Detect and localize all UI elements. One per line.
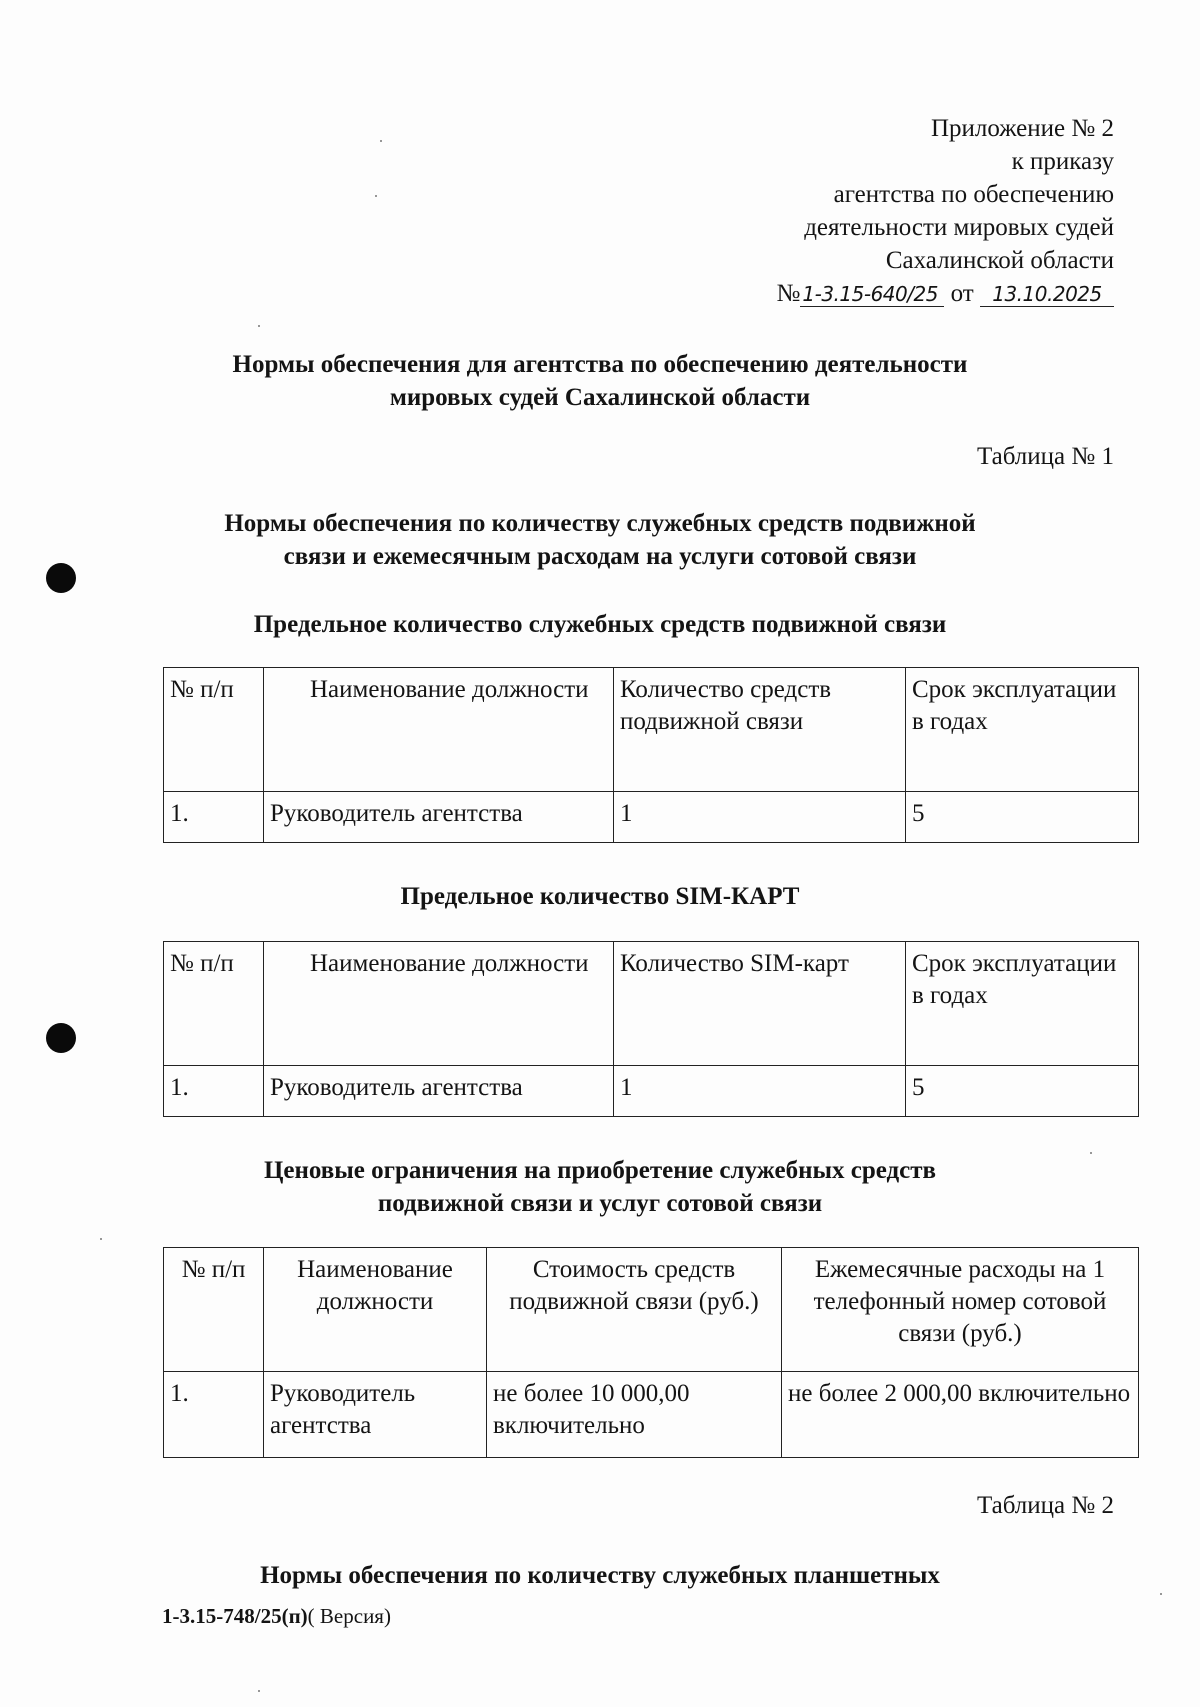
main-title	[0, 348, 1200, 414]
header-cell: Наименование должности	[264, 1248, 487, 1372]
scan-speck	[375, 195, 377, 197]
footer-version: ( Версия)	[307, 1604, 391, 1628]
table-row	[164, 1066, 1139, 1117]
scan-speck	[258, 1690, 260, 1692]
handwritten-order-number: 1-3.15-640/25	[800, 282, 944, 307]
date-prefix: от	[950, 280, 974, 307]
section-2-title: Нормы обеспечения по количеству служебных планшетных	[260, 1562, 940, 1589]
main-title-line: Нормы обеспечения для агентства по обеспечению деятельности	[232, 351, 968, 378]
handwritten-order-date: 13.10.2025	[980, 282, 1114, 307]
table-cell: 1	[614, 1066, 906, 1117]
appendix-line: Сахалинской области	[885, 247, 1114, 274]
appendix-line: деятельности мировых судей	[804, 214, 1114, 241]
section-1-title	[0, 507, 1200, 573]
table-row	[164, 1372, 1139, 1458]
header-cell: Ежемесячные расходы на 1 телефонный номер сотовой связи (руб.)	[782, 1248, 1139, 1372]
price-limits-table	[163, 1247, 1139, 1458]
table-cell: 1	[614, 792, 906, 843]
header-cell: Наименование должности	[264, 668, 614, 792]
table-cell: 5	[906, 792, 1139, 843]
section-title-line: подвижной связи и услуг сотовой связи	[377, 1190, 823, 1217]
header-cell: Срок эксплуатации в годах	[906, 668, 1139, 792]
table-cell: не более 10 000,00 включительно	[487, 1372, 782, 1458]
table-cell: 5	[906, 1066, 1139, 1117]
header-cell: № п/п	[164, 942, 264, 1066]
header-cell: Стоимость средств подвижной связи (руб.)	[487, 1248, 782, 1372]
section-title-line: связи и ежемесячным расходам на услуги сотовой связи	[283, 543, 917, 570]
order-number-line	[777, 277, 1114, 310]
header-cell: № п/п	[164, 1248, 264, 1372]
table-cell: Руководитель агентства	[264, 1066, 614, 1117]
table-2-label: Таблица № 2	[976, 1492, 1114, 1519]
table-cell: не более 2 000,00 включительно	[782, 1372, 1139, 1458]
header-cell: Наименование должности	[264, 942, 614, 1066]
scan-speck	[100, 1238, 102, 1240]
table-cell: 1.	[164, 792, 264, 843]
section-title-line: Нормы обеспечения по количеству служебных средств подвижной	[224, 510, 976, 537]
table-header-row	[164, 668, 1139, 792]
appendix-line: агентства по обеспечению	[833, 181, 1114, 208]
main-title-line: мировых судей Сахалинской области	[389, 384, 811, 411]
mobile-devices-table	[163, 667, 1139, 843]
binder-hole-bottom	[46, 1023, 76, 1053]
document-footer	[162, 1604, 391, 1629]
table-cell: Руководитель агентства	[264, 792, 614, 843]
header-cell: Количество средств подвижной связи	[614, 668, 906, 792]
table-1-label: Таблица № 1	[976, 443, 1114, 470]
header-cell: Срок эксплуатации в годах	[906, 942, 1139, 1066]
table-header-row	[164, 942, 1139, 1066]
appendix-line: к приказу	[1011, 148, 1114, 175]
header-cell: № п/п	[164, 668, 264, 792]
table-cell: Руководитель агентства	[264, 1372, 487, 1458]
footer-doc-code: 1-3.15-748/25(п)	[162, 1604, 308, 1628]
number-prefix: №	[776, 280, 801, 307]
subsection-1-title: Предельное количество служебных средств подвижной связи	[253, 611, 947, 638]
scan-speck	[258, 325, 260, 327]
table-header-row	[164, 1248, 1139, 1372]
subsection-2-title: Предельное количество SIM-КАРТ	[400, 883, 800, 910]
header-cell: Количество SIM-карт	[614, 942, 906, 1066]
scan-speck	[1160, 1593, 1162, 1595]
subsection-3-title	[0, 1154, 1200, 1220]
scan-speck	[380, 140, 382, 142]
table-cell: 1.	[164, 1066, 264, 1117]
appendix-line: Приложение № 2	[930, 115, 1114, 142]
section-title-line: Ценовые ограничения на приобретение служебных средств	[263, 1157, 937, 1184]
table-row	[164, 792, 1139, 843]
sim-cards-table	[163, 941, 1139, 1117]
appendix-header	[777, 112, 1114, 310]
table-cell: 1.	[164, 1372, 264, 1458]
